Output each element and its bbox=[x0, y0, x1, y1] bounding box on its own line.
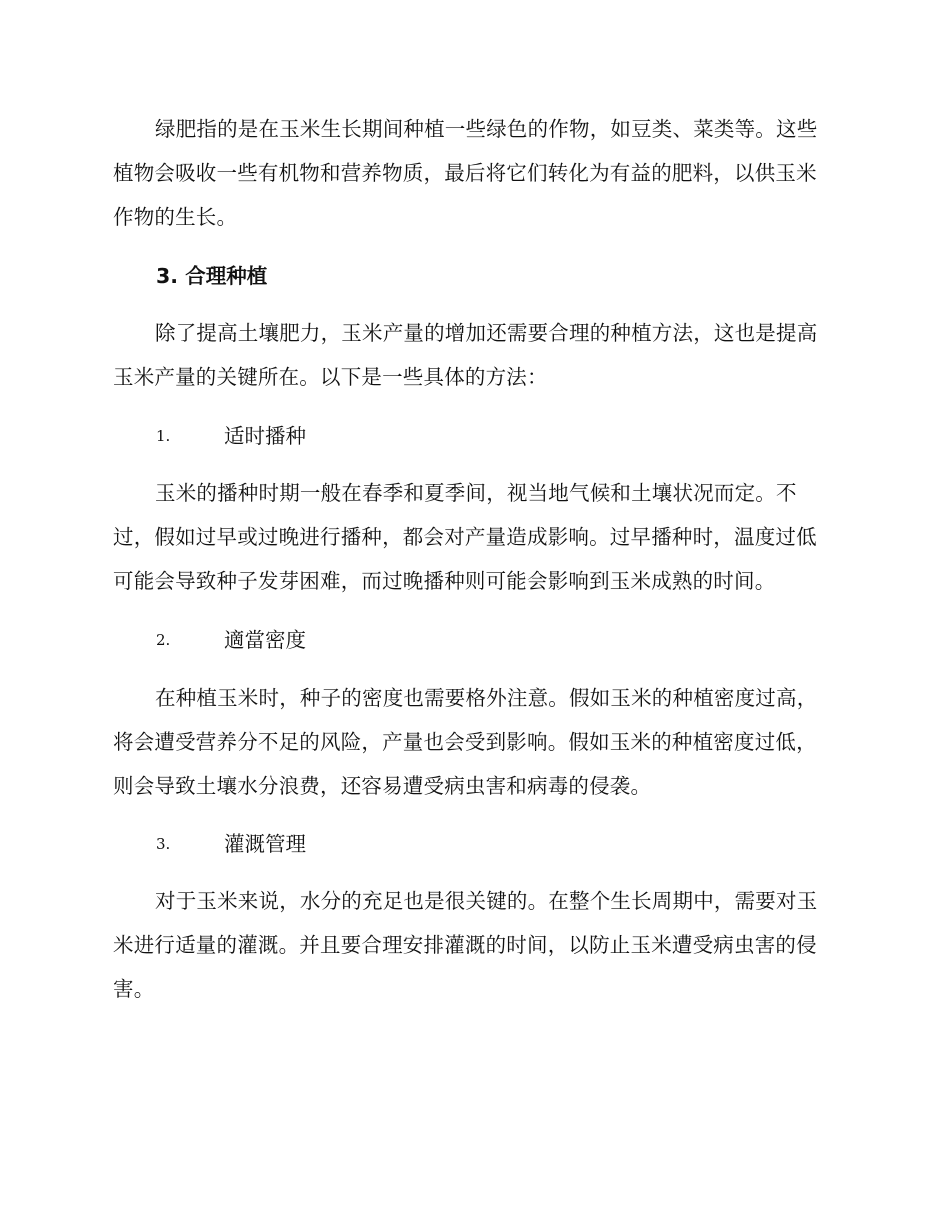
list-number: 2. bbox=[156, 631, 171, 649]
section-heading: 3. 合理种植 bbox=[156, 264, 268, 288]
paragraph-intro: 除了提高土壤肥力，玉米产量的增加还需要合理的种植方法，这也是提高玉米产量的关键所在。以下是一些具体的方法： bbox=[113, 321, 818, 389]
list-label: 適當密度 bbox=[224, 628, 306, 652]
list-number: 1. bbox=[156, 427, 171, 445]
paragraph-density: 在种植玉米时，种子的密度也需要格外注意。假如玉米的种植密度过高，将会遭受营养分不足的风险，产量也会受到影响。假如玉米的种植密度过低，则会导致土壤水分浪费，还容易遭受病虫害和病毒的侵袭。 bbox=[113, 686, 818, 798]
paragraph-sowing: 玉米的播种时期一般在春季和夏季间，视当地气候和土壤状况而定。不过，假如过早或过晚进行播种，都会对产量造成影响。过早播种时，温度过低可能会导致种子发芽困难，而过晚播种则可能会影响到玉米成熟的时间。 bbox=[113, 481, 817, 593]
list-label: 灌溉管理 bbox=[224, 832, 306, 856]
list-number: 3. bbox=[156, 835, 171, 853]
list-label: 适时播种 bbox=[224, 424, 306, 448]
paragraph-irrigation: 对于玉米来说，水分的充足也是很关键的。在整个生长周期中，需要对玉米进行适量的灌溉。并且要合理安排灌溉的时间，以防止玉米遭受病虫害的侵害。 bbox=[113, 889, 818, 1001]
paragraph-green-manure: 绿肥指的是在玉米生长期间种植一些绿色的作物，如豆类、菜类等。这些植物会吸收一些有机物和营养物质，最后将它们转化为有益的肥料，以供玉米作物的生长。 bbox=[113, 117, 818, 229]
